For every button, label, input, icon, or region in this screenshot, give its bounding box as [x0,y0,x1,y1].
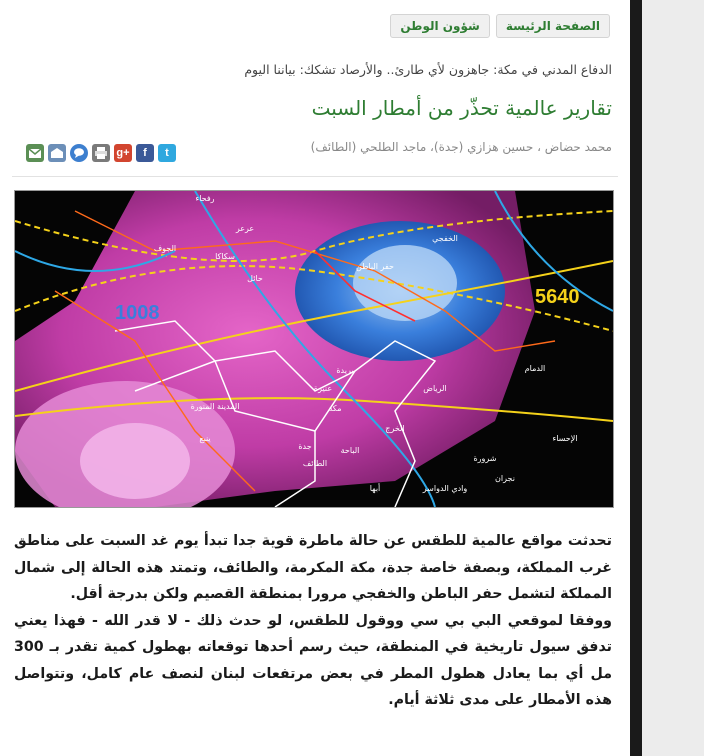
contour-label-right: 5640 [535,286,580,308]
map-city-label: الرياض [423,384,447,393]
map-city-label: الدمام [524,364,546,373]
map-city-label: سكاكا [215,252,235,261]
share-bar [26,144,176,162]
email-icon[interactable] [26,144,44,162]
map-city-label: الطائف [302,459,328,468]
map-city-label: أبها [369,484,381,493]
map-city-label: بريدة [336,366,354,375]
map-city-label: رفحاء [195,194,215,203]
breadcrumb-home[interactable]: الصفحة الرئيسة [496,14,610,38]
google-plus-icon[interactable]: g+ [114,144,132,162]
facebook-icon[interactable]: f [136,144,154,162]
map-city-label: عنيزة [313,384,333,393]
map-city-label: شرورة [473,454,497,463]
map-city-label: الخرج [385,424,405,433]
map-city-label: عرعر [235,224,255,233]
map-city-label: حفر الباطن [356,262,394,271]
map-city-label: المدينة المنورة [190,402,240,411]
map-city-label: حائل [247,274,263,283]
header-divider [12,176,618,177]
article-paragraph: تحدثت مواقع عالمية للطقس عن حالة ماطرة قوية جدا تبدأ يوم غد السبت على مناطق غرب المملكة، وبصفة خاصة جدة، مكة المكرمة، والطائف، وتمتد هذه الحالة إلى شمال المملكة لتشمل حفر الباطن والخفجي مرورا بمنطقة القصيم ولكن بدرجة أقل. [14,533,612,602]
weather-map-graphic [15,191,613,507]
article-authors: محمد حضاض ، حسين هزازي (جدة)، ماجد الطلحي (الطائف) [310,140,612,154]
weather-map-image [14,190,614,508]
related-headlines[interactable]: الدفاع المدني في مكة: جاهزون لأي طارئ.. والأرصاد تشكك: بياننا اليوم [244,62,612,77]
comment-icon[interactable] [70,144,88,162]
map-city-label: الباحة [340,446,360,455]
breadcrumb-section[interactable]: شؤون الوطن [390,14,489,38]
breadcrumb [390,14,610,38]
print-icon[interactable] [92,144,110,162]
article-body [14,528,612,714]
contour-label-left: 1008 [115,302,160,324]
article-title: تقارير عالمية تحذّر من أمطار السبت [311,96,612,120]
map-city-label: مكة [328,404,342,413]
map-city-label: ينبع [199,434,211,443]
map-city-label: الخفجي [432,234,458,243]
map-city-label: جدة [298,442,312,451]
twitter-icon[interactable]: t [158,144,176,162]
map-city-label: الجوف [153,244,177,253]
map-city-label: نجران [495,474,515,483]
map-city-label: الإحساء [552,434,578,443]
window-edge [630,0,704,756]
mail-open-icon[interactable] [48,144,66,162]
map-city-label: وادي الدواسر [422,484,468,493]
article-paragraph: ووفقا لموقعي البي بي سي ووقول للطقس، لو حدث ذلك - لا قدر الله - فهذا يعني تدفق سيول تاريخية في المنطقة، حيث رسم أحدها توقعاته بهطول كمية تقدر بـ 300 مل أي بما يعادل هطول المطر في بعض مرتفعات لبنان لنصف عام كامل، وتتواصل هذه الأمطار على مدى ثلاثة أيام. [14,612,612,708]
